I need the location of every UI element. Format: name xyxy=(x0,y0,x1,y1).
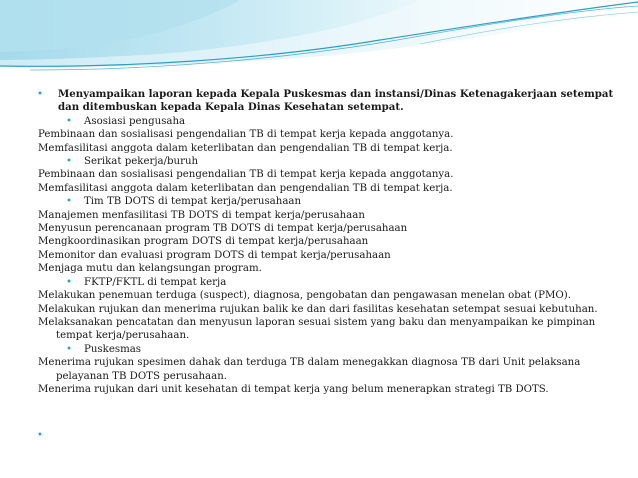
bullet-dot-icon: • xyxy=(66,343,73,355)
section-heading xyxy=(38,343,618,356)
section-heading xyxy=(38,155,618,168)
bullet-item xyxy=(38,88,618,115)
paragraph: Memfasilitasi anggota dalam keterlibatan dan pengendalian TB di tempat kerja. xyxy=(38,182,453,194)
bullet-dot-icon: • xyxy=(66,276,73,288)
heading-tim-tb-dots: Tim TB DOTS di tempat kerja/perusahaan xyxy=(84,196,302,208)
paragraph: Mengkoordinasikan program DOTS di tempat kerja/perusahaan xyxy=(38,236,369,248)
bullet-dot-icon: • xyxy=(66,196,73,208)
paragraph: Melaksanakan pencatatan dan menyusun laporan sesuai sistem yang baku dan menyampaikan ke pimpinan tempat kerja/perusahaan. xyxy=(38,316,596,342)
bullet-dot-icon: • xyxy=(37,89,44,100)
heading-puskesmas: Puskesmas xyxy=(84,343,142,355)
bullet-dot-icon: • xyxy=(66,156,73,168)
paragraph: Menerima rujukan spesimen dahak dan terduga TB dalam menegakkan diagnosa TB dari Unit pelaksana pelayanan TB DOTS perusahaan. xyxy=(38,357,581,382)
paragraph: Menerima rujukan dari unit kesehatan di tempat kerja yang belum menerapkan strategi TB DOTS. xyxy=(38,383,549,395)
bullet-dot-icon: • xyxy=(66,115,73,127)
paragraph: Manajemen menfasilitasi TB DOTS di tempat kerja/perusahaan xyxy=(38,209,365,221)
paragraph: Melakukan rujukan dan menerima rujukan balik ke dan dari fasilitas kesehatan setempat sesuai kebutuhan. xyxy=(38,303,598,315)
paragraph: Pembinaan dan sosialisasi pengendalian TB di tempat kerja kepada anggotanya. xyxy=(38,129,454,141)
empty-bullet-icon: • xyxy=(37,430,43,441)
heading-serikat: Serikat pekerja/buruh xyxy=(84,156,199,168)
heading-fktp: FKTP/FKTL di tempat kerja xyxy=(84,276,227,288)
paragraph: Menyusun perencanaan program TB DOTS di tempat kerja/perusahaan xyxy=(38,223,408,235)
section-heading xyxy=(38,276,618,289)
section-heading xyxy=(38,115,618,128)
report-instruction: Menyampaikan laporan kepada Kepala Puskesmas dan instansi/Dinas Ketenagakerjaan setempat dan ditembuskan kepada Kepala Dinas Kesehatan setempat. xyxy=(58,88,614,114)
paragraph: Pembinaan dan sosialisasi pengendalian TB di tempat kerja kepada anggotanya. xyxy=(38,169,454,181)
section-heading xyxy=(38,195,618,208)
paragraph: Melakukan penemuan terduga (suspect), diagnosa, pengobatan dan pengawasan menelan obat (PMO). xyxy=(38,290,571,302)
header-wave-decoration xyxy=(0,0,638,80)
paragraph: Menjaga mutu dan kelangsungan program. xyxy=(38,263,262,275)
heading-asosiasi: Asosiasi pengusaha xyxy=(84,115,186,127)
paragraph: Memonitor dan evaluasi program DOTS di tempat kerja/perusahaan xyxy=(38,249,391,261)
slide-content xyxy=(38,88,618,396)
paragraph: Memfasilitasi anggota dalam keterlibatan dan pengendalian TB di tempat kerja. xyxy=(38,142,453,154)
